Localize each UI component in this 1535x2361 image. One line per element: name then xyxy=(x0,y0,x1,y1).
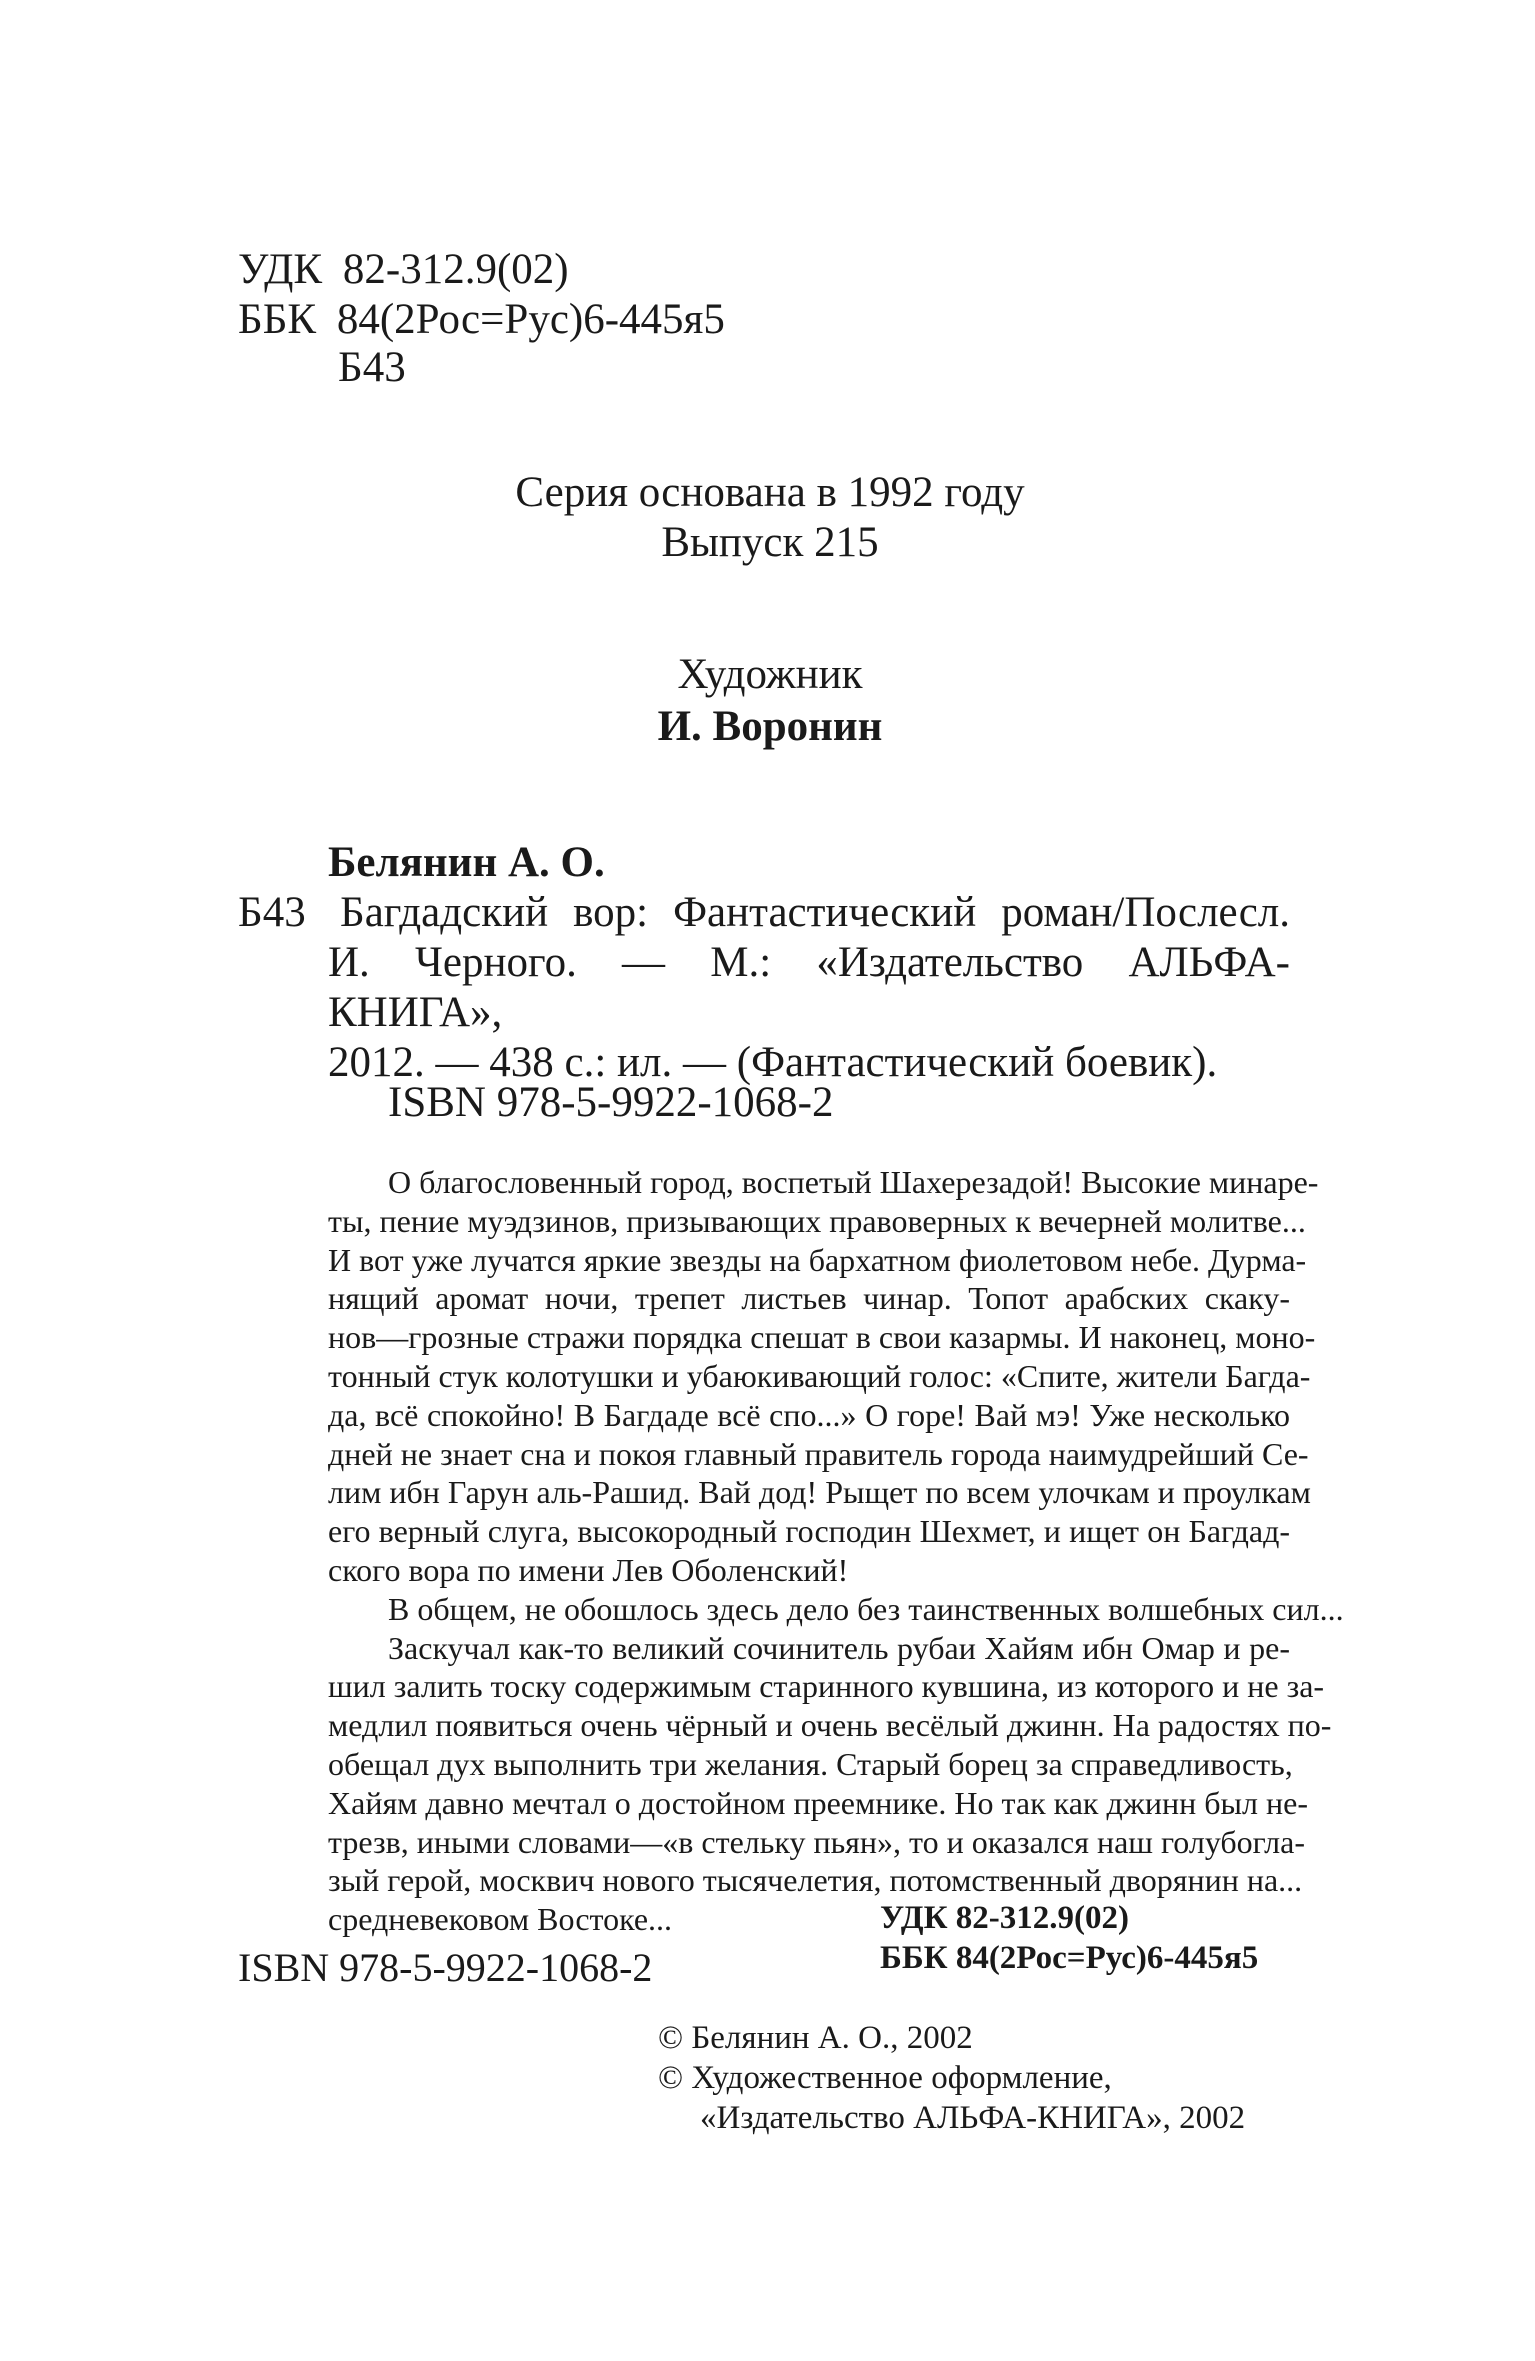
annotation-line: В общем, не обошлось здесь дело без таинственных волшебных сил... xyxy=(388,1590,1344,1627)
annotation-line: О благословенный город, воспетый Шахерезадой! Высокие минаре- xyxy=(388,1164,1319,1200)
bib-line-3: 2012. — 438 с.: ил. — (Фантастический боевик). xyxy=(328,1039,1218,1086)
bib-code: Б43 xyxy=(238,889,306,936)
footer-bbk: ББК 84(2Рос=Рус)6-445я5 xyxy=(880,1940,1259,1976)
bib-isbn: ISBN 978-5-9922-1068-2 xyxy=(388,1079,834,1126)
bbk-label: ББК xyxy=(238,296,317,343)
annotation-line: нящий аромат ночи, трепет листьев чинар. Топот арабских скаку- xyxy=(328,1280,1290,1317)
author-mark: Б43 xyxy=(338,344,406,391)
annotation-line: нов—грозные стражи порядка спешат в свои казармы. И наконец, моно- xyxy=(328,1319,1316,1356)
artist-role: Художник xyxy=(677,651,863,698)
annotation-line: его верный слуга, высокородный господин Шехмет, и ищет он Багдад- xyxy=(328,1513,1290,1550)
udk-line xyxy=(238,245,569,295)
bbk-line xyxy=(238,295,725,345)
footer-udk: УДК 82-312.9(02) xyxy=(880,1900,1129,1936)
annotation-line: тонный стук колотушки и убаюкивающий голос: «Спите, жители Багда- xyxy=(328,1357,1311,1394)
copyright-publisher: «Издательство АЛЬФА-КНИГА», 2002 xyxy=(700,2100,1246,2136)
copyright-design: © Художественное оформление, xyxy=(658,2060,1112,2096)
annotation-line: ты, пение муэдзинов, призывающих правоверных к вечерней молитве... xyxy=(328,1202,1306,1239)
udk-value: 82-312.9(02) xyxy=(342,246,569,293)
series-founded: Серия основана в 1992 году xyxy=(515,469,1025,516)
bib-author: Белянин А. О. xyxy=(328,839,605,886)
artist-name: И. Воронин xyxy=(657,703,883,750)
annotation-line: Заскучал как-то великий сочинитель рубаи Хайям ибн Омар и ре- xyxy=(388,1629,1290,1666)
annotation-line: дней не знает сна и покоя главный правитель города наимудрейший Се- xyxy=(328,1435,1309,1472)
annotation-line: средневековом Востоке... xyxy=(328,1901,673,1938)
annotation-line: ского вора по имени Лев Оболенский! xyxy=(328,1551,849,1588)
annotation-line: трезв, иными словами—«в стельку пьян», то и оказался наш голубогла- xyxy=(328,1823,1305,1860)
bib-description xyxy=(328,888,1290,1088)
annotation-line: медлил появиться очень чёрный и очень весёлый джинн. На радостях по- xyxy=(328,1707,1332,1744)
series-issue: Выпуск 215 xyxy=(661,519,879,566)
bib-line-2: И. Черного. — М.: «Издательство АЛЬФА-КНИГА», xyxy=(328,939,1290,1036)
annotation xyxy=(328,1163,1344,1939)
annotation-line: шил залить тоску содержимым старинного кувшина, из которого и не за- xyxy=(328,1668,1325,1705)
annotation-line: да, всё спокойно! В Багдаде всё спо...» О горе! Вай мэ! Уже несколько xyxy=(328,1396,1290,1433)
annotation-line: И вот уже лучатся яркие звезды на бархатном фиолетовом небе. Дурма- xyxy=(328,1241,1307,1278)
bbk-value: 84(2Рос=Рус)6-445я5 xyxy=(336,296,725,343)
annotation-line: лим ибн Гарун аль-Рашид. Вай дод! Рыщет по всем улочкам и проулкам xyxy=(328,1474,1311,1511)
annotation-line: Хайям давно мечтал о достойном преемнике. Но так как джинн был не- xyxy=(328,1784,1308,1821)
copyright-author: © Белянин А. О., 2002 xyxy=(658,2020,973,2056)
footer-isbn: ISBN 978-5-9922-1068-2 xyxy=(238,1945,653,1990)
udk-label: УДК xyxy=(238,246,323,293)
annotation-line: обещал дух выполнить три желания. Старый борец за справедливость, xyxy=(328,1745,1293,1782)
annotation-line: зый герой, москвич нового тысячелетия, потомственный дворянин на... xyxy=(328,1862,1303,1899)
bib-line-1: Багдадский вор: Фантастический роман/Послесл. xyxy=(340,889,1290,936)
